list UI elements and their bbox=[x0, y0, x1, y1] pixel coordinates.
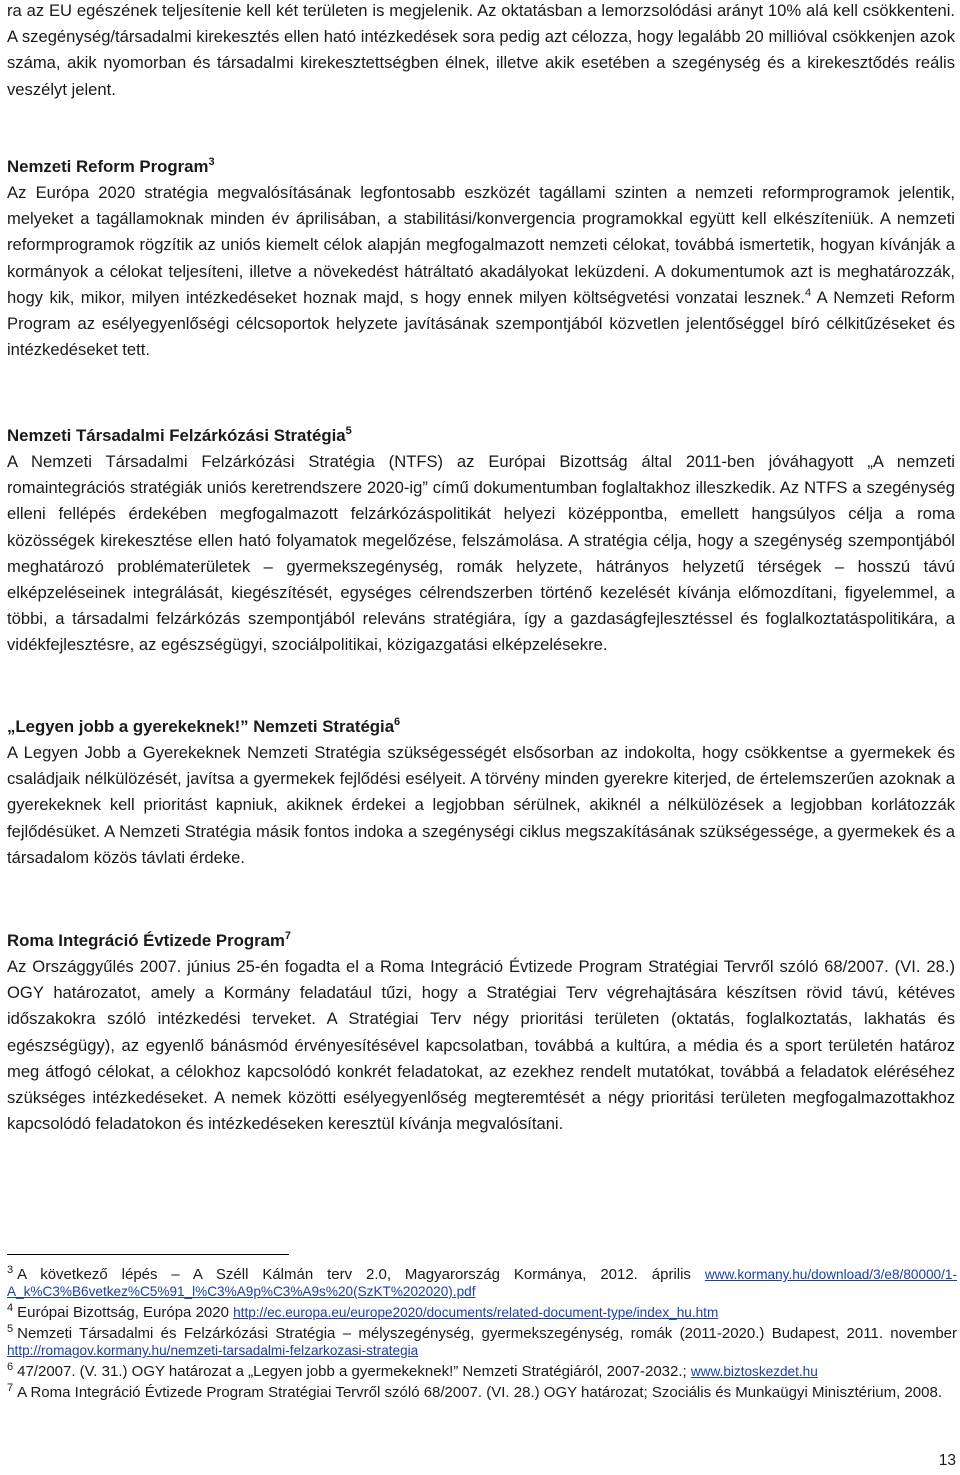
footnote-link[interactable]: http://romagov.kormany.hu/nemzeti-tarsadalmi-felzarkozasi-strategia bbox=[7, 1343, 419, 1358]
footnote-divider bbox=[7, 1254, 289, 1255]
footnote-ref: 7 bbox=[284, 930, 292, 942]
footnote-ref: 5 bbox=[345, 425, 352, 437]
footnote-number: 5 bbox=[7, 1323, 14, 1335]
footnote-number: 6 bbox=[7, 1361, 14, 1373]
footnote-4 bbox=[7, 1300, 957, 1321]
intro-block bbox=[7, 0, 955, 103]
paragraph-text: A Nemzeti Reform Program az esélyegyenlőségi célcsoportok helyzete javításának szempontjából közvetlen jelentőséggel bíró célkitűzéseket és intézkedéseket tett. bbox=[7, 287, 956, 360]
section-heading bbox=[7, 714, 955, 740]
footnote-number: 3 bbox=[7, 1264, 14, 1276]
footnote-text: A Roma Integráció Évtizede Program Stratégiai Tervről szóló 68/2007. (VI. 28.) OGY határozat; Szociális és Munkaügyi Minisztérium, 2008. bbox=[17, 1384, 943, 1401]
heading-text: Roma Integráció Évtizede Program bbox=[7, 931, 285, 950]
heading-text: „Legyen jobb a gyerekeknek!” Nemzeti Stratégia bbox=[7, 717, 395, 736]
heading-text: Nemzeti Reform Program bbox=[7, 157, 209, 176]
section-legyen-jobb bbox=[7, 714, 955, 871]
footnote-number: 7 bbox=[7, 1382, 14, 1394]
footnote-link[interactable]: www.biztoskezdet.hu bbox=[690, 1364, 818, 1379]
footnote-3 bbox=[7, 1262, 957, 1300]
section-ntfs bbox=[7, 423, 955, 659]
footnote-link[interactable]: http://ec.europa.eu/europe2020/documents/related-document-type/index_hu.htm bbox=[233, 1305, 719, 1320]
heading-text: Nemzeti Társadalmi Felzárkózási Stratégia bbox=[7, 426, 346, 445]
footnote-text: A következő lépés – A Széll Kálmán terv 2.0, Magyarország Kormánya, 2012. április bbox=[17, 1266, 705, 1283]
footnote-7 bbox=[7, 1380, 957, 1401]
section-paragraph: Az Országgyűlés 2007. június 25-én fogadta el a Roma Integráció Évtizede Program Stratégiai Tervről szóló 68/2007. (VI. 28.) OGY határozatot, amely a Kormány feladatául tűzi, hogy a Stratégiai Terv végrehajtására készítsen rövid távú, kétéves időszakokra szóló intézkedési terveket. A Stratégiai Terv négy prioritási területen (oktatás, foglalkoztatás, lakhatás és egészségügy), az egyenlő bánásmód érvényesítésével kapcsolatban, továbbá a kultúra, a média és a sport területén határoz meg átfogó célokat, a célokhoz kapcsolódó konkrét feladatokat, az ezekhez rendelt mutatókat, továbbá a feladatok eléréséhez szükséges intézkedéseket. A nemek közötti esélyegyenlőség megteremtését a négy prioritási területen megfogalmazottakhoz kapcsolódó feladatokon és intézkedéseken keresztül kívánja megvalósítani. bbox=[7, 957, 955, 1134]
intro-paragraph: ra az EU egészének teljesítenie kell két területen is megjelenik. Az oktatásban a lemorzsolódási arányt 10% alá kell csökkenteni. A szegénység/társadalmi kirekesztés ellen ható intézkedések sora pedig azt célozza, hogy legalább 20 millióval csökkenjen azok száma, akik nyomorban és társadalmi kirekesztettségben élnek, illetve akik esetében a szegénység és a kirekesztődés reális veszélyt jelent. bbox=[7, 1, 955, 99]
section-roma-integracio bbox=[7, 928, 955, 1137]
footnote-text: Európai Bizottság, Európa 2020 bbox=[17, 1304, 234, 1321]
footnote-ref: 3 bbox=[208, 156, 215, 168]
section-paragraph: A Legyen Jobb a Gyerekeknek Nemzeti Stratégia szükségességét elsősorban az indokolta, hogy csökkentse a gyermekek és családjaik nélkülözését, javítsa a gyermekek fejlődési esélyeit. A törvény minden gyerekre kiterjed, de értelemszerűen azoknak a gyerekeknek kell prioritást kapniuk, akiknek érdekei a legjobban sérülnek, akiknél a nélkülözések a legjobban korlátozzák fejlődésüket. A Nemzeti Stratégia másik fontos indoka a szegénységi ciklus megszakításának szükségessége, a gyermekek és a társadalom közös távlati érdeke. bbox=[7, 743, 955, 867]
section-nemzeti-reform-program bbox=[7, 154, 955, 363]
footnote-text: 47/2007. (V. 31.) OGY határozat a „Legyen jobb a gyermekeknek!” Nemzeti Stratégiáról, 2007-2032.; bbox=[17, 1363, 691, 1380]
footnote-text: Nemzeti Társadalmi és Felzárkózási Stratégia – mélyszegénység, gyermekszegénység, romák (2011-2020.) Budapest, 2011. november bbox=[17, 1325, 957, 1342]
section-paragraph: A Nemzeti Társadalmi Felzárkózási Stratégia (NTFS) az Európai Bizottság által 2011-ben jóváhagyott „A nemzeti romaintegrációs stratégiák uniós keretrendszere 2020-ig” című dokumentumban foglaltakhoz illeszkedik. Az NTFS a szegénység elleni fellépés érdekében megfogalmazott felzárkózáspolitikát helyezi középpontba, emellett hangsúlyos célja a roma közösségek kirekesztése ellen ható folyamatok megelőzése, felszámolása. A stratégia célja, hogy a szegénység szempontjából meghatározó problématerületek – gyermekszegénység, romák helyzete, hátrányos helyzetű térségek – hosszú távú elképzeléseinek integrálását, kiegészítését, egységes célrendszerben történő kezelését kívánja előmozdítani, figyelemmel, a többi, a társadalmi felzárkózás szempontjából releváns stratégiára, így a gazdaságfejlesztéssel és foglalkoztatáspolitikára, a vidékfejlesztésre, az egészségügyi, szociálpolitikai, közigazgatási elképzelésekre. bbox=[7, 452, 955, 655]
paragraph-text: Az Európa 2020 stratégia megvalósításának legfontosabb eszközét tagállami szinten a nemzeti reformprogramok jelentik, melyeket a tagállamoknak minden év áprilisában, a stabilitási/konvergencia programokkal együtt kell elkészíteniük. A nemzeti reformprogramok rögzítik az uniós kiemelt célok alapján megfogalmazott nemzeti célokat, továbbá ismertetik, hogyan kívánják a kormányok a célokat teljesíteni, illetve a növekedést hátráltató akadályokat leküzdeni. A dokumentumok azt is meghatározzák, hogy kik, mikor, milyen intézkedéseket hoznak majd, s hogy ennek milyen költségvetési vonzatai lesznek. bbox=[7, 183, 955, 307]
section-heading bbox=[7, 928, 955, 954]
footnote-ref: 6 bbox=[394, 716, 401, 728]
footnote-ref: 4 bbox=[804, 286, 812, 299]
section-paragraph bbox=[7, 180, 955, 363]
footnote-6 bbox=[7, 1359, 957, 1380]
footnotes bbox=[7, 1262, 957, 1401]
footnote-5 bbox=[7, 1321, 957, 1359]
footnote-link[interactable]: www.kormany.hu/download/3/e8/80000/1-A_k%C3%B6vetkez%C5%91_l%C3%A9p%C3%A9s%20(SzKT%202020).pdf bbox=[7, 1267, 957, 1299]
footnote-number: 4 bbox=[7, 1302, 14, 1314]
section-heading bbox=[7, 423, 955, 449]
page-number: 13 bbox=[938, 1452, 956, 1469]
section-heading bbox=[7, 154, 955, 180]
